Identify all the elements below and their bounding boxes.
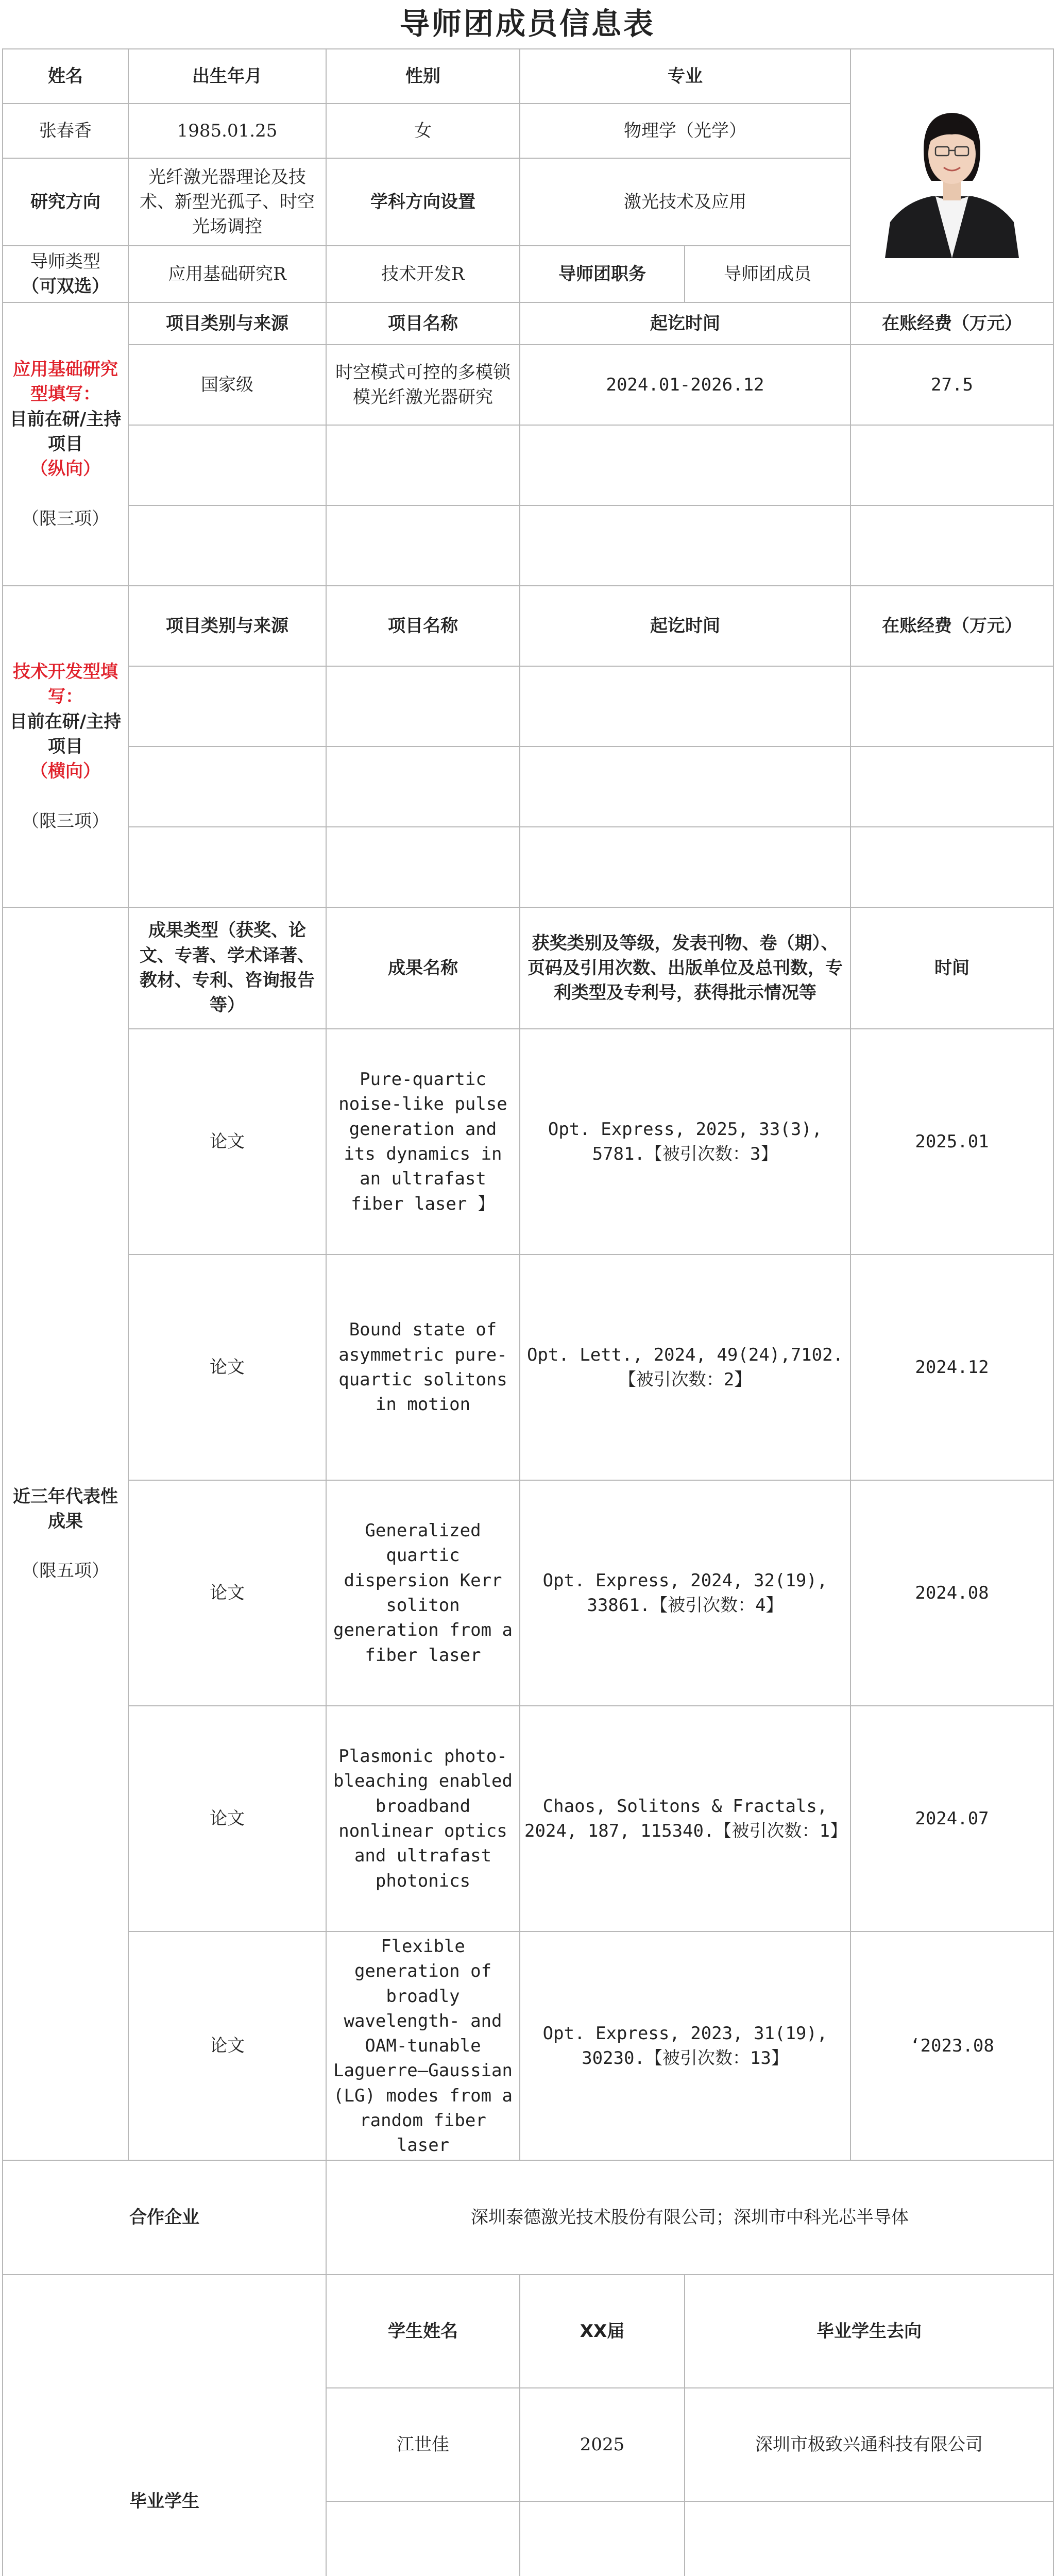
research-value: 光纤激光器理论及技术、新型光孤子、时空光场调控 bbox=[128, 158, 326, 246]
bp-header-name: 项目名称 bbox=[326, 302, 520, 345]
basic-projects-limit: （限三项） bbox=[22, 508, 109, 529]
bp-funds bbox=[850, 425, 1053, 505]
achievements-header-row bbox=[3, 907, 1053, 1029]
ach-name: Pure-quartic noise-like pulse generation and its dynamics in an ultrafast fiber laser 】 bbox=[326, 1029, 520, 1255]
tp-period bbox=[520, 666, 850, 747]
mentor-type-title: 导师类型 bbox=[30, 251, 100, 272]
bp-funds: 27.5 bbox=[850, 345, 1053, 425]
grad-year bbox=[520, 2501, 685, 2576]
bp-funds bbox=[850, 505, 1053, 586]
name-label: 姓名 bbox=[3, 49, 128, 104]
basic-projects-label-black: 目前在研/主持项目 bbox=[9, 409, 122, 454]
achievement-row bbox=[3, 1029, 1053, 1255]
bp-header-funds: 在账经费（万元） bbox=[850, 302, 1053, 345]
ach-detail: Opt. Express, 2023, 31(19), 30230.【被引次数：13】 bbox=[520, 1931, 850, 2160]
grad-header-year: XX届 bbox=[520, 2275, 685, 2388]
achievements-limit: （限五项） bbox=[22, 1561, 109, 1582]
mentor-type-note: （可双选） bbox=[22, 276, 109, 297]
grad-header-name: 学生姓名 bbox=[326, 2275, 520, 2388]
bp-period bbox=[520, 505, 850, 586]
tech-projects-label-black: 目前在研/主持项目 bbox=[9, 711, 122, 757]
partner-label: 合作企业 bbox=[3, 2160, 326, 2275]
basic-project-row bbox=[3, 345, 1053, 425]
mentor-type-option-basic: 应用基础研究R bbox=[128, 246, 326, 302]
tp-header-source: 项目类别与来源 bbox=[128, 586, 326, 666]
tp-funds bbox=[850, 747, 1053, 827]
ach-detail: Opt. Lett., 2024, 49(24),7102. 【被引次数：2】 bbox=[520, 1255, 850, 1480]
portrait-photo bbox=[875, 93, 1029, 258]
photo-cell bbox=[850, 49, 1053, 302]
bp-source bbox=[128, 425, 326, 505]
grad-name bbox=[326, 2501, 520, 2576]
tp-period bbox=[520, 747, 850, 827]
tp-name bbox=[326, 747, 520, 827]
tech-project-row bbox=[3, 666, 1053, 747]
role-value: 导师团成员 bbox=[685, 246, 850, 302]
ach-date: 2024.12 bbox=[850, 1255, 1053, 1480]
birth-label: 出生年月 bbox=[128, 49, 326, 104]
tech-projects-header-row bbox=[3, 586, 1053, 666]
ach-date: 2024.08 bbox=[850, 1480, 1053, 1706]
ach-header-detail: 获奖类别及等级，发表刊物、卷（期）、页码及引用次数、出版单位及总刊数，专利类型及专利号，获得批示情况等 bbox=[520, 907, 850, 1029]
ach-type: 论文 bbox=[128, 1706, 326, 1931]
ach-type: 论文 bbox=[128, 1931, 326, 2160]
partner-row bbox=[3, 2160, 1053, 2275]
grad-destination: 深圳市极致兴通科技有限公司 bbox=[685, 2388, 1053, 2501]
ach-date: 2025.01 bbox=[850, 1029, 1053, 1255]
ach-header-type: 成果类型（获奖、论文、专著、学术译著、教材、专利、咨询报告等） bbox=[128, 907, 326, 1029]
grad-name: 江世佳 bbox=[326, 2388, 520, 2501]
ach-header-date: 时间 bbox=[850, 907, 1053, 1029]
role-label: 导师团职务 bbox=[520, 246, 685, 302]
basic-projects-label-red: 应用基础研究型填写： bbox=[13, 359, 118, 405]
achievement-row bbox=[3, 1480, 1053, 1706]
tp-source bbox=[128, 747, 326, 827]
ach-date: 2024.07 bbox=[850, 1706, 1053, 1931]
tp-period bbox=[520, 827, 850, 907]
tp-name bbox=[326, 827, 520, 907]
basic-project-row bbox=[3, 425, 1053, 505]
basic-header-row bbox=[3, 49, 1053, 104]
grad-header-destination: 毕业学生去向 bbox=[685, 2275, 1053, 2388]
gender-label: 性别 bbox=[326, 49, 520, 104]
mentor-type-label bbox=[3, 246, 128, 302]
ach-date: ‘2023.08 bbox=[850, 1931, 1053, 2160]
ach-type: 论文 bbox=[128, 1029, 326, 1255]
ach-name: Flexible generation of broadly wavelength- and OAM-tunable Laguerre–Gaussian (LG) modes from a random fiber laser bbox=[326, 1931, 520, 2160]
tp-header-name: 项目名称 bbox=[326, 586, 520, 666]
achievement-row bbox=[3, 1931, 1053, 2160]
tech-project-row bbox=[3, 827, 1053, 907]
ach-type: 论文 bbox=[128, 1255, 326, 1480]
ach-name: Bound state of asymmetric pure-quartic solitons in motion bbox=[326, 1255, 520, 1480]
birth-value: 1985.01.25 bbox=[128, 104, 326, 158]
bp-name: 时空模式可控的多模锁模光纤激光器研究 bbox=[326, 345, 520, 425]
ach-name: Plasmonic photo-bleaching enabled broadband nonlinear optics and ultrafast photonics bbox=[326, 1706, 520, 1931]
bp-name bbox=[326, 425, 520, 505]
tp-header-funds: 在账经费（万元） bbox=[850, 586, 1053, 666]
ach-type: 论文 bbox=[128, 1480, 326, 1706]
achievement-row bbox=[3, 1706, 1053, 1931]
tp-name bbox=[326, 666, 520, 747]
tech-projects-label-red: 技术开发型填写： bbox=[13, 662, 118, 707]
grad-destination bbox=[685, 2501, 1053, 2576]
bp-name bbox=[326, 505, 520, 586]
gender-value: 女 bbox=[326, 104, 520, 158]
ach-name: Generalized quartic dispersion Kerr soliton generation from a fiber laser bbox=[326, 1480, 520, 1706]
bp-period: 2024.01-2026.12 bbox=[520, 345, 850, 425]
tp-funds bbox=[850, 827, 1053, 907]
tech-projects-label-horizontal: （横向） bbox=[30, 761, 100, 782]
achievement-row bbox=[3, 1255, 1053, 1480]
tp-source bbox=[128, 827, 326, 907]
tp-funds bbox=[850, 666, 1053, 747]
achievements-title: 近三年代表性成果 bbox=[13, 1486, 118, 1532]
graduates-header-row bbox=[3, 2275, 1053, 2388]
basic-projects-label-vertical: （纵向） bbox=[30, 459, 100, 480]
ach-detail: Chaos, Solitons & Fractals, 2024, 187, 115340.【被引次数：1】 bbox=[520, 1706, 850, 1931]
tp-source bbox=[128, 666, 326, 747]
bp-source: 国家级 bbox=[128, 345, 326, 425]
bp-period bbox=[520, 425, 850, 505]
bp-source bbox=[128, 505, 326, 586]
name-value: 张春香 bbox=[3, 104, 128, 158]
tp-header-period: 起讫时间 bbox=[520, 586, 850, 666]
ach-detail: Opt. Express, 2025, 33(3), 5781.【被引次数：3】 bbox=[520, 1029, 850, 1255]
basic-project-row bbox=[3, 505, 1053, 586]
discipline-value: 激光技术及应用 bbox=[520, 158, 850, 246]
bp-header-source: 项目类别与来源 bbox=[128, 302, 326, 345]
major-label: 专业 bbox=[520, 49, 850, 104]
mentor-type-option-tech: 技术开发R bbox=[326, 246, 520, 302]
major-value: 物理学（光学） bbox=[520, 104, 850, 158]
basic-projects-label bbox=[3, 302, 128, 586]
graduates-label: 毕业学生 bbox=[3, 2275, 326, 2576]
tech-projects-limit: （限三项） bbox=[22, 810, 109, 832]
tech-project-row bbox=[3, 747, 1053, 827]
achievements-label bbox=[3, 907, 128, 2160]
basic-projects-header-row bbox=[3, 302, 1053, 345]
info-table bbox=[2, 48, 1054, 2576]
research-label: 研究方向 bbox=[3, 158, 128, 246]
tech-projects-label bbox=[3, 586, 128, 907]
grad-year: 2025 bbox=[520, 2388, 685, 2501]
ach-detail: Opt. Express, 2024, 32(19), 33861.【被引次数：4】 bbox=[520, 1480, 850, 1706]
page-title: 导师团成员信息表 bbox=[399, 6, 655, 41]
discipline-label: 学科方向设置 bbox=[326, 158, 520, 246]
bp-header-period: 起讫时间 bbox=[520, 302, 850, 345]
ach-header-name: 成果名称 bbox=[326, 907, 520, 1029]
partner-value: 深圳泰德激光技术股份有限公司；深圳市中科光芯半导体 bbox=[326, 2160, 1053, 2275]
